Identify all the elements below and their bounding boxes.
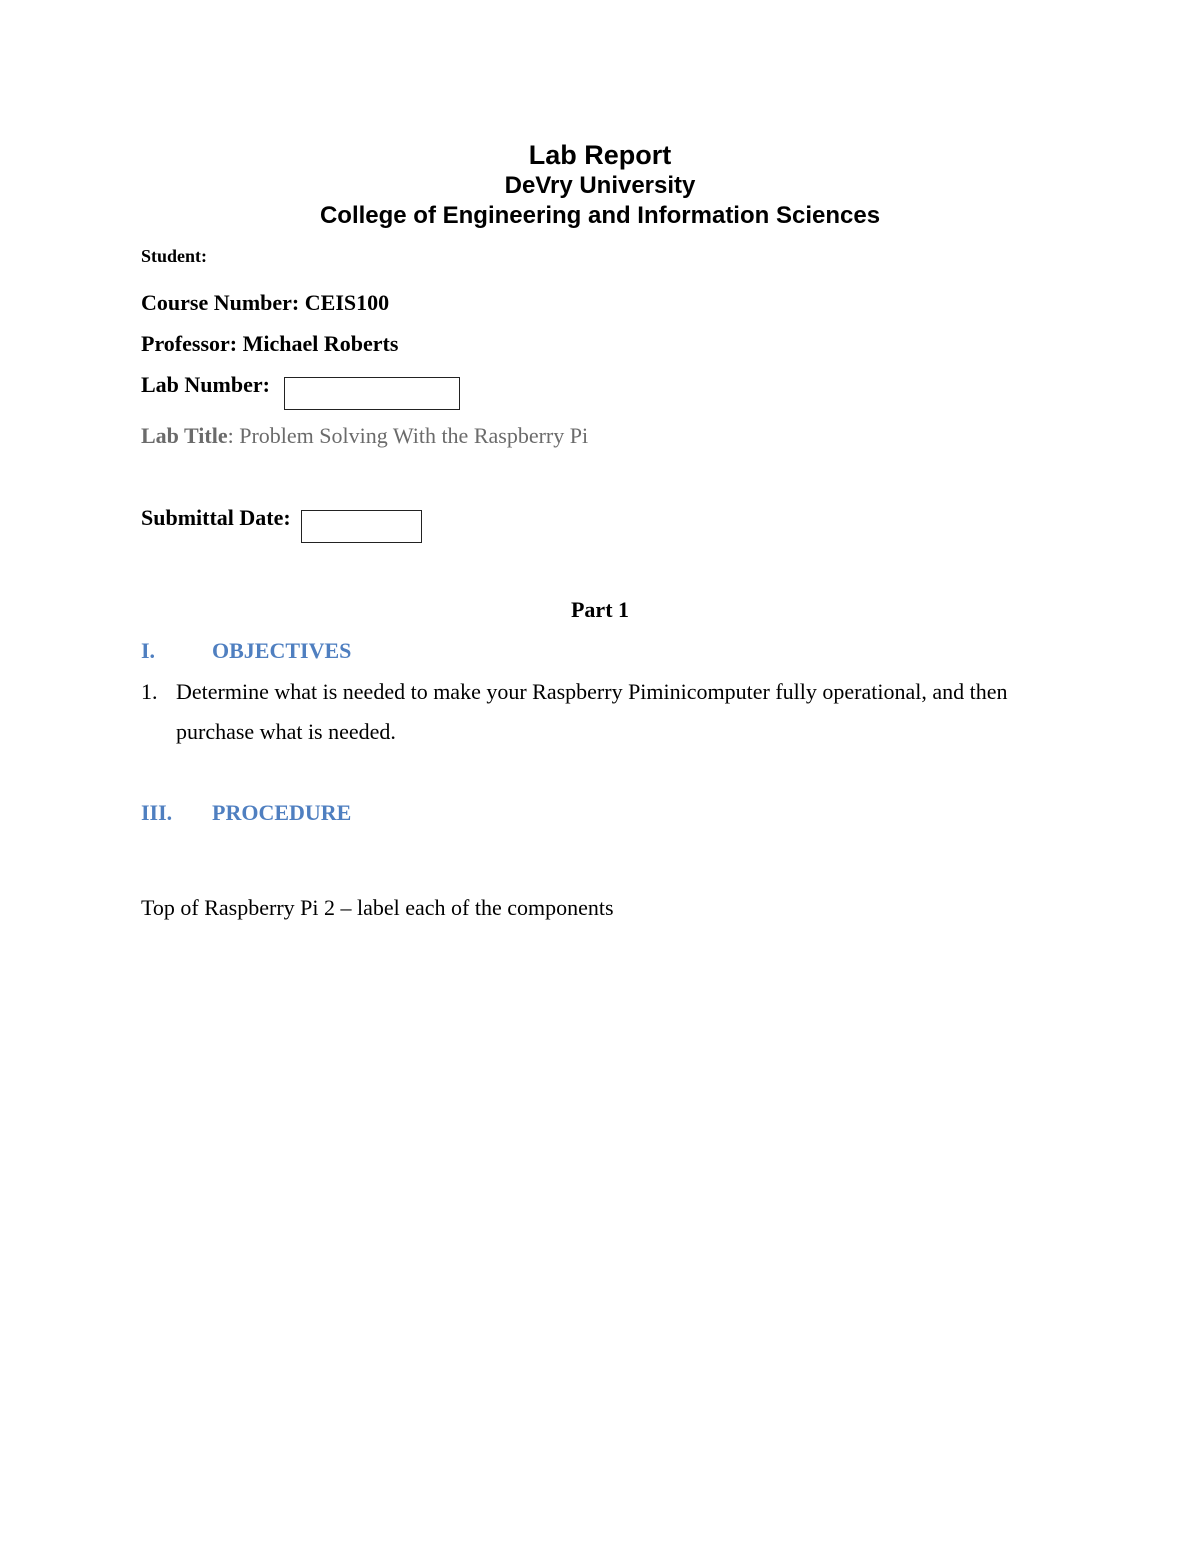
university-name: DeVry University — [504, 172, 696, 199]
procedure-instruction: Top of Raspberry Pi 2 – label each of the components — [141, 895, 614, 920]
procedure-section-number: III. — [141, 800, 173, 825]
objectives-section-number: I. — [141, 638, 156, 663]
course-number-label: Course Number: — [141, 290, 300, 315]
part-heading: Part 1 — [570, 597, 630, 622]
procedure-section-title: PROCEDURE — [212, 800, 352, 825]
submittal-date-field[interactable] — [301, 510, 422, 543]
submittal-date-row — [141, 505, 291, 531]
college-name: College of Engineering and Information Sciences — [319, 202, 881, 229]
lab-title-label: Lab Title — [141, 423, 228, 448]
professor-row — [141, 331, 398, 357]
professor-label: Professor: — [141, 331, 238, 356]
lab-title-value: : Problem Solving With the Raspberry Pi — [227, 423, 589, 448]
document-title: Lab Report — [528, 140, 672, 170]
course-number-row — [141, 290, 389, 316]
lab-number-label: Lab Number: — [141, 372, 270, 397]
lab-number-row — [141, 372, 270, 398]
course-number-value: CEIS100 — [304, 290, 390, 315]
submittal-date-label: Submittal Date: — [141, 505, 291, 530]
objective-item-number: 1. — [141, 679, 158, 704]
professor-value: Michael Roberts — [242, 331, 399, 356]
lab-title-row — [141, 423, 588, 449]
lab-number-field[interactable] — [284, 377, 460, 410]
objective-item-text: Determine what is needed to make your Raspberry Piminicomputer fully operational, and then purchase what is needed. — [176, 679, 1008, 744]
student-label: Student: — [141, 246, 208, 266]
objectives-section-title: OBJECTIVES — [212, 638, 352, 663]
